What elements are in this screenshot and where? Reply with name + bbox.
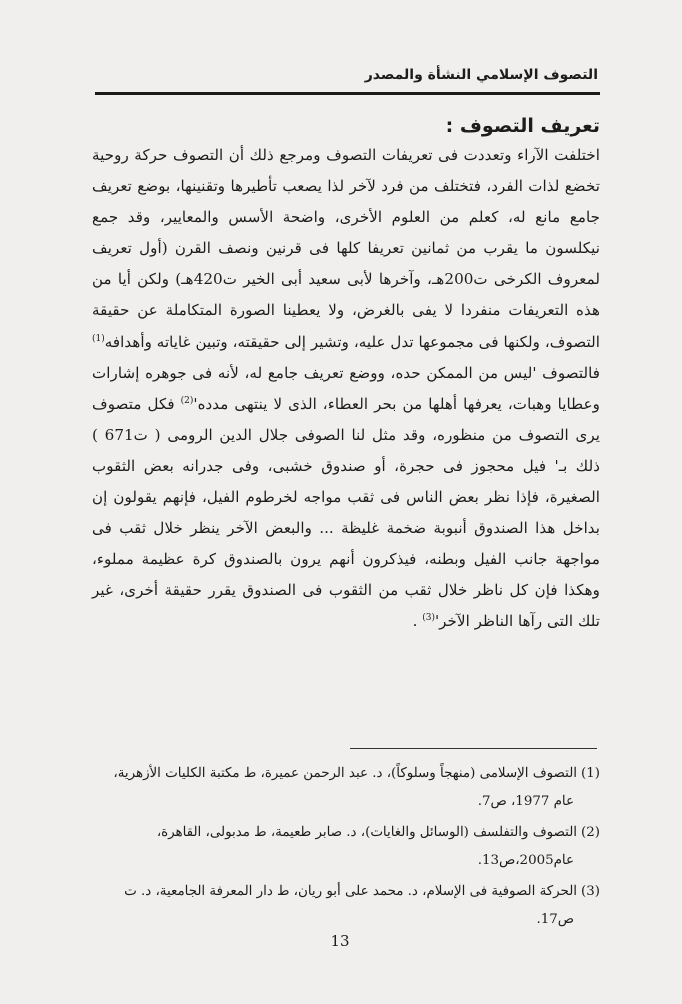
paragraph-text: . xyxy=(412,612,423,631)
running-header: التصوف الإسلامي النشأة والمصدر xyxy=(364,67,598,83)
footnote-ref-2: (2) xyxy=(180,395,194,406)
footnote-text: ص17. xyxy=(536,912,574,927)
paragraph-text: فالتصوف 'ليس من الممكن حده، ووضع تعريف جامع له، لأنه فى جوهره إشارات وعطايا وهبات، يعرفها أهلها من بحر العطاء، الذى لا ينتهى مدده' xyxy=(92,363,600,413)
footnote-text: التصوف والتفلسف (الوسائل والغايات)، د. صابر طعيمة، ط مدبولى، القاهرة، xyxy=(156,825,577,840)
body-paragraph xyxy=(92,140,600,638)
footnote-number: (2) xyxy=(581,825,600,840)
footnote-number: (3) xyxy=(581,884,600,899)
footnote-text: الحركة الصوفية فى الإسلام، د. محمد على أبو ريان، ط دار المعرفة الجامعية، د. ت xyxy=(124,884,577,899)
footnote-1 xyxy=(92,760,600,816)
footnote-rule xyxy=(350,748,597,749)
footnote-2 xyxy=(92,819,600,875)
section-heading: تعريف التصوف : xyxy=(445,115,600,137)
footnote-text: عام2005،ص13. xyxy=(477,853,574,868)
page-number: 13 xyxy=(330,932,350,950)
footnote-3 xyxy=(92,878,600,934)
footnote-text: عام 1977، ص7. xyxy=(477,794,574,809)
header-rule xyxy=(95,92,600,95)
footnotes xyxy=(92,760,600,937)
paragraph-text: اختلفت الآراء وتعددت فى تعريفات التصوف ومرجع ذلك أن التصوف حركة روحية تخضع لذات الفرد، فتختلف من فرد لآخر لذا يصعب تأطيرها وتقنينها، بوضع تعريف جامع مانع له، كعلم من العلوم الأخرى، واضحة الأسس والمعايير، وقد جمع نيكلسون ما يقرب من ثمانين تعريفا كلها فى قرنين ونصف القرن (أول تعريف لمعروف الكرخى ت200هـ، وآخرها لأبى سعيد أبى الخير ت420هـ) ولكن أيا من هذه التعريفات منفردا لا يفى بالغرض، ولا يعطينا الصورة المتكاملة عن حقيقة التصوف، ولكنها فى مجموعها تدل عليه، وتشير إلى حقيقته، وتبين غاياته وأهدافه xyxy=(92,146,600,351)
footnote-ref-1: (1) xyxy=(92,333,105,344)
footnote-number: (1) xyxy=(581,766,600,781)
footnote-ref-3: (3) xyxy=(422,613,435,624)
footnote-text: التصوف الإسلامى (منهجاً وسلوكاً)، د. عبد الرحمن عميرة، ط مكتبة الكليات الأزهرية، xyxy=(113,766,577,781)
paragraph-text: فكل متصوف يرى التصوف من منظوره، وقد مثل لنا الصوفى جلال الدين الرومى ( ت671 ) ذلك بـ' فيل محجوز فى حجرة، أو صندوق خشبى، وفى جدرانه بعض الثقوب الصغيرة، فإذا نظر بعض الناس فى ثقب مواجه لخرطوم الفيل، فإنهم يقولون إن بداخل هذا الصندوق أنبوبة ضخمة غليظة ... والبعض الآخر ينظر خلال ثقب فى مواجهة جانب الفيل وبطنه، فيذكرون أنهم يرون بالصندوق كرة عظيمة مملوء، وهكذا فإن كل ناظر خلال ثقب من الثقوب فى الصندوق يقرر حقيقة أخرى، غير تلك التى رآها الناظر الآخر' xyxy=(92,394,600,631)
